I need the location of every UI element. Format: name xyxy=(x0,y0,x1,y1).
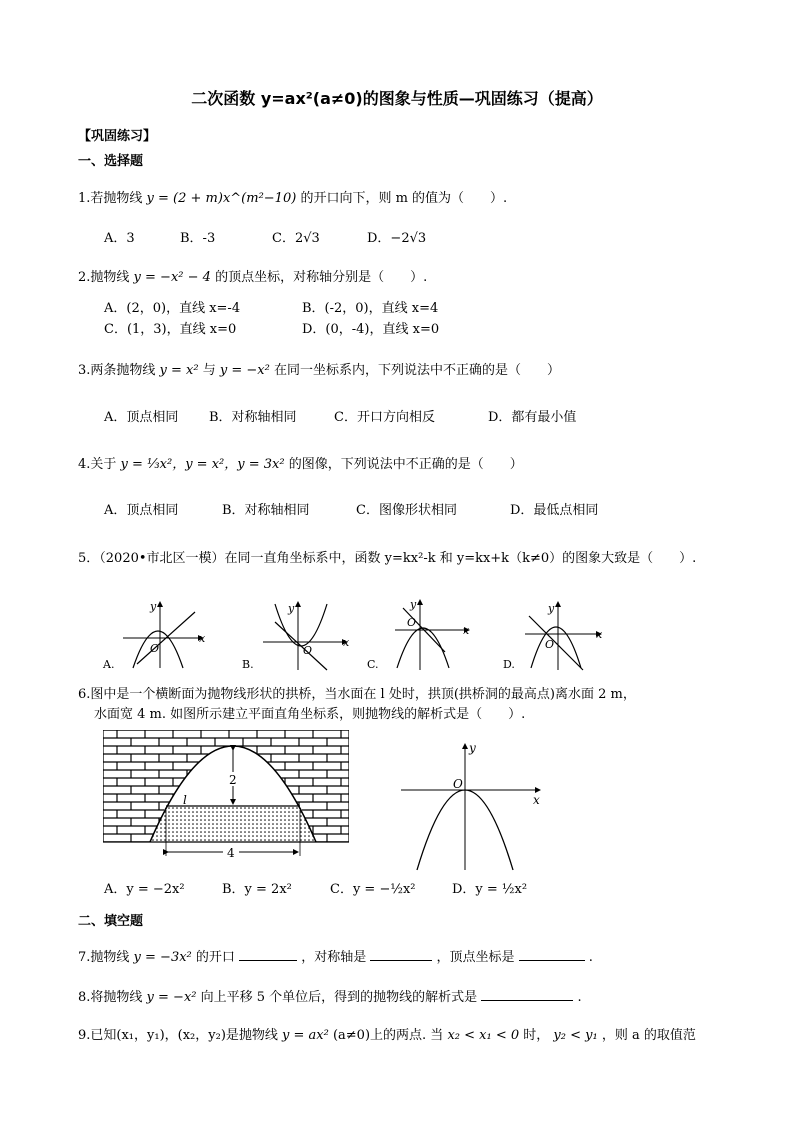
q9-condition-1: x₂ < x₁ < 0 xyxy=(447,1028,520,1043)
q5-a-origin: O xyxy=(150,642,160,655)
q5-graph-c xyxy=(367,598,470,671)
q7-text-a: 的开口 xyxy=(195,950,235,965)
q2-formula: y = −x² − 4 xyxy=(133,270,211,285)
q1-option-b: B．-3 xyxy=(180,231,216,246)
q4-formula: y = ⅓x²，y = x²，y = 3x² xyxy=(120,457,285,472)
q9-post: ，则 a 的取值范 xyxy=(601,1028,696,1043)
q5-c-y-label: y xyxy=(410,598,417,611)
q6-origin-label: O xyxy=(453,777,463,791)
q5-graphs xyxy=(95,598,715,674)
q5-b-x-label: x xyxy=(343,636,350,649)
q5-a-y-label: y xyxy=(150,600,157,613)
q5-c-origin: O xyxy=(407,616,417,629)
q7-text-b: ，对称轴是 xyxy=(301,950,367,965)
q5-b-origin: O xyxy=(303,644,313,657)
q6-y-label: y xyxy=(469,742,476,755)
q1-option-c: C．2√3 xyxy=(272,231,320,246)
q2-option-b: B．(-2，0)，直线 x=4 xyxy=(302,301,439,316)
q4-stem-post: 的图像，下列说法中不正确的是（ ） xyxy=(288,457,523,472)
question-3 xyxy=(78,359,560,378)
q6-width-label: 4 xyxy=(227,846,235,860)
q3-option-a: A．顶点相同 xyxy=(104,410,179,425)
q1-stem-post: 的开口向下，则 m 的值为（ ）. xyxy=(300,191,508,206)
page-title: 二次函数 y=ax²(a≠0)的图象与性质—巩固练习（提高） xyxy=(191,89,603,108)
q2-stem-post: 的顶点坐标，对称轴分别是（ ）. xyxy=(215,270,428,285)
question-6-line-2: 水面宽 4 m. 如图所示建立平面直角坐标系，则抛物线的解析式是（ ）. xyxy=(94,707,526,722)
q5-d-origin: O xyxy=(545,638,555,651)
q7-text-c: ，顶点坐标是 xyxy=(436,950,515,965)
q3-option-c: C．开口方向相反 xyxy=(334,410,435,425)
q7-pre: 7.抛物线 xyxy=(78,950,130,965)
question-2 xyxy=(78,266,427,285)
q2-option-a: A．(2，0)，直线 x=-4 xyxy=(104,301,241,316)
q3-stem-mid: 与 xyxy=(202,363,216,378)
q6-option-a: A．y = −2x² xyxy=(104,882,185,897)
q9-mid-2: 时， xyxy=(523,1028,550,1043)
q8-blank-expression[interactable] xyxy=(481,1000,573,1001)
q7-blank-axis[interactable] xyxy=(370,960,432,961)
q3-option-d: D．都有最小值 xyxy=(488,410,577,425)
question-8 xyxy=(78,986,582,1005)
q1-formula: y = (2 + m)x^(m²−10) xyxy=(146,191,297,206)
q6-bridge-figure xyxy=(103,730,349,860)
q6-l-label: l xyxy=(183,793,187,807)
q4-option-d: D．最低点相同 xyxy=(510,503,599,518)
question-1 xyxy=(78,187,507,206)
q7-formula: y = −3x² xyxy=(133,950,192,965)
q3-stem-post: 在同一坐标系内，下列说法中不正确的是（ ） xyxy=(273,363,560,378)
section-consolidate-heading: 【巩固练习】 xyxy=(78,129,157,144)
q5-graph-a xyxy=(102,600,206,671)
q5-graph-d xyxy=(503,602,603,671)
q1-option-d: D．−2√3 xyxy=(367,231,427,246)
q6-option-c: C．y = −½x² xyxy=(330,882,416,897)
q8-end: . xyxy=(577,990,582,1005)
q5-b-y-label: y xyxy=(288,602,295,615)
q9-mid: (a≠0)上的两点. 当 xyxy=(332,1028,444,1043)
q6-option-b: B．y = 2x² xyxy=(222,882,292,897)
q9-condition-2: y₂ < y₁ xyxy=(553,1028,598,1043)
q1-option-a: A．3 xyxy=(104,231,135,246)
q3-formula-1: y = x² xyxy=(159,363,199,378)
question-4 xyxy=(78,453,523,472)
q7-blank-vertex[interactable] xyxy=(519,960,585,961)
question-9 xyxy=(78,1024,696,1043)
q7-text-d: . xyxy=(588,950,593,965)
q6-coordinate-figure xyxy=(395,742,555,872)
q3-formula-2: y = −x² xyxy=(219,363,270,378)
q3-option-b: B．对称轴相同 xyxy=(209,410,297,425)
q2-option-d: D．(0，-4)，直线 x=0 xyxy=(302,322,440,337)
q5-graph-b xyxy=(242,602,350,671)
q2-stem-pre: 2.抛物线 xyxy=(78,270,130,285)
q5-d-y-label: y xyxy=(548,602,555,615)
q8-post: 向上平移 5 个单位后，得到的抛物线的解析式是 xyxy=(200,990,478,1005)
question-5: 5．（2020•市北区一模）在同一直角坐标系中，函数 y=kx²-k 和 y=kx+k（k≠0）的图象大致是（ ）. xyxy=(78,551,697,566)
q8-pre: 8.将抛物线 xyxy=(78,990,143,1005)
q4-option-c: C．图像形状相同 xyxy=(356,503,457,518)
q8-formula: y = −x² xyxy=(146,990,197,1005)
q6-x-label: x xyxy=(533,793,540,807)
q7-blank-opening[interactable] xyxy=(239,960,297,961)
q3-stem-pre: 3.两条抛物线 xyxy=(78,363,156,378)
q9-formula: y = ax² xyxy=(282,1028,329,1043)
question-7 xyxy=(78,946,593,965)
q9-pre: 9.已知(x₁，y₁)，(x₂，y₂)是抛物线 xyxy=(78,1028,278,1043)
q5-d-x-label: x xyxy=(596,628,603,641)
q5-label-c: C. xyxy=(367,658,379,671)
q4-stem-pre: 4.关于 xyxy=(78,457,117,472)
q4-option-b: B．对称轴相同 xyxy=(222,503,310,518)
q4-option-a: A．顶点相同 xyxy=(104,503,179,518)
section-two-heading: 二、填空题 xyxy=(78,914,144,929)
q5-label-d: D. xyxy=(503,658,515,671)
q2-option-c: C．(1，3)，直线 x=0 xyxy=(104,322,237,337)
question-6-line-1: 6.图中是一个横断面为抛物线形状的拱桥，当水面在 l 处时，拱顶(拱桥洞的最高点)离水面 2 m， xyxy=(78,687,636,702)
q6-option-d: D．y = ½x² xyxy=(452,882,528,897)
q6-height-label: 2 xyxy=(229,773,237,787)
section-one-heading: 一、选择题 xyxy=(78,154,144,169)
q1-stem-pre: 1.若抛物线 xyxy=(78,191,143,206)
q5-label-b: B. xyxy=(242,658,254,671)
q5-c-x-label: x xyxy=(463,624,470,637)
q5-a-x-label: x xyxy=(199,632,206,645)
q5-label-a: A. xyxy=(103,658,115,671)
